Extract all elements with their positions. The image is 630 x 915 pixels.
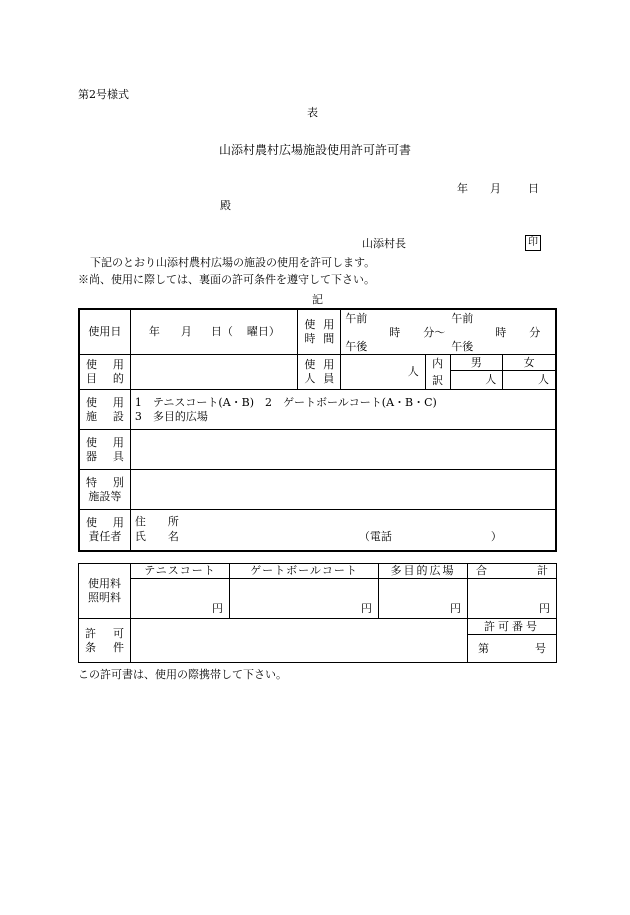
phone-label: （電話 (358, 530, 392, 543)
date-day: 日 (528, 182, 539, 195)
phone-close: ） (490, 530, 502, 543)
document-title: 山添村農村広場施設使用許可許可書 (219, 143, 412, 157)
facility-label: 使 用 施 設 (79, 390, 130, 430)
people-label: 使 用 人 員 (298, 355, 341, 390)
end-minute: 分 (529, 326, 541, 339)
gateball-header: ゲートボールコート (230, 564, 379, 579)
permit-number-label: 許可番号 (468, 619, 557, 635)
form-number: 第2号様式 (78, 88, 129, 101)
breakdown-label: 内 訳 (425, 355, 450, 390)
tennis-header: テニスコート (131, 564, 230, 579)
total-header: 合 計 (468, 564, 557, 579)
footer-note: この許可書は、使用の際携帯して下さい。 (78, 668, 287, 681)
ki-label: 記 (312, 293, 323, 306)
day-text: 日（ (210, 325, 233, 338)
usage-time-label: 使 用 時 間 (298, 309, 341, 355)
am-end: 午前 (451, 312, 474, 325)
pm-start: 午後 (345, 340, 368, 353)
purpose-label: 使 用 目 的 (79, 355, 130, 390)
addressee-honorific: 殿 (220, 199, 231, 212)
total-fee: 円 (468, 579, 557, 619)
month-text: 月 (180, 325, 192, 338)
end-hour: 時 (495, 326, 507, 339)
equipment-cell (130, 430, 556, 470)
tennis-fee: 円 (131, 579, 230, 619)
usage-date-cell (130, 309, 298, 355)
facility-line-1: 1 テニスコート(A・B) 2 ゲートボールコート(A・B・C) (134, 395, 437, 409)
gateball-fee: 円 (230, 579, 379, 619)
start-minute: 分～ (423, 326, 446, 339)
female-count: 人 (503, 371, 556, 390)
intro-text: 下記のとおり山添村農村広場の施設の使用を許可します。 (90, 256, 376, 269)
permit-table (78, 308, 557, 552)
plaza-fee: 円 (379, 579, 468, 619)
special-facility-label: 特 別 施設等 (79, 470, 130, 510)
conditions-label: 許 可 条 件 (79, 619, 131, 663)
special-facility-cell (130, 470, 556, 510)
date-year: 年 (457, 182, 468, 195)
fee-table (78, 563, 557, 663)
usage-date-label: 使用日 (79, 309, 130, 355)
male-header: 男 (450, 355, 503, 371)
issuer-title: 山添村長 (362, 237, 406, 250)
plaza-header: 多目的広場 (379, 564, 468, 579)
year-text: 年 (148, 325, 160, 338)
notice-text: ※尚、使用に際しては、裏面の許可条件を遵守して下さい。 (78, 273, 375, 286)
weekday-text: 曜日） (246, 325, 280, 338)
people-count-cell: 人 (341, 355, 425, 390)
pm-end: 午後 (451, 340, 474, 353)
responsible-label: 使 用 責任者 (79, 510, 130, 552)
name-label: 氏 名 (134, 530, 179, 543)
male-count: 人 (450, 371, 503, 390)
responsible-cell (130, 510, 556, 552)
address-label: 住 所 (134, 515, 179, 528)
facility-line-2: 3 多目的広場 (134, 409, 208, 423)
usage-time-cell (341, 309, 556, 355)
purpose-cell (130, 355, 298, 390)
start-hour: 時 (389, 326, 401, 339)
fee-label: 使用料 照明料 (79, 564, 131, 619)
female-header: 女 (503, 355, 556, 371)
am-start: 午前 (345, 312, 368, 325)
date-month: 月 (490, 182, 501, 195)
seal-mark: 印 (525, 235, 541, 251)
conditions-cell (131, 619, 468, 663)
facility-options (130, 390, 556, 430)
equipment-label: 使 用 器 具 (79, 430, 130, 470)
permit-number-cell: 第 号 (468, 635, 557, 663)
side-label: 表 (307, 106, 318, 119)
